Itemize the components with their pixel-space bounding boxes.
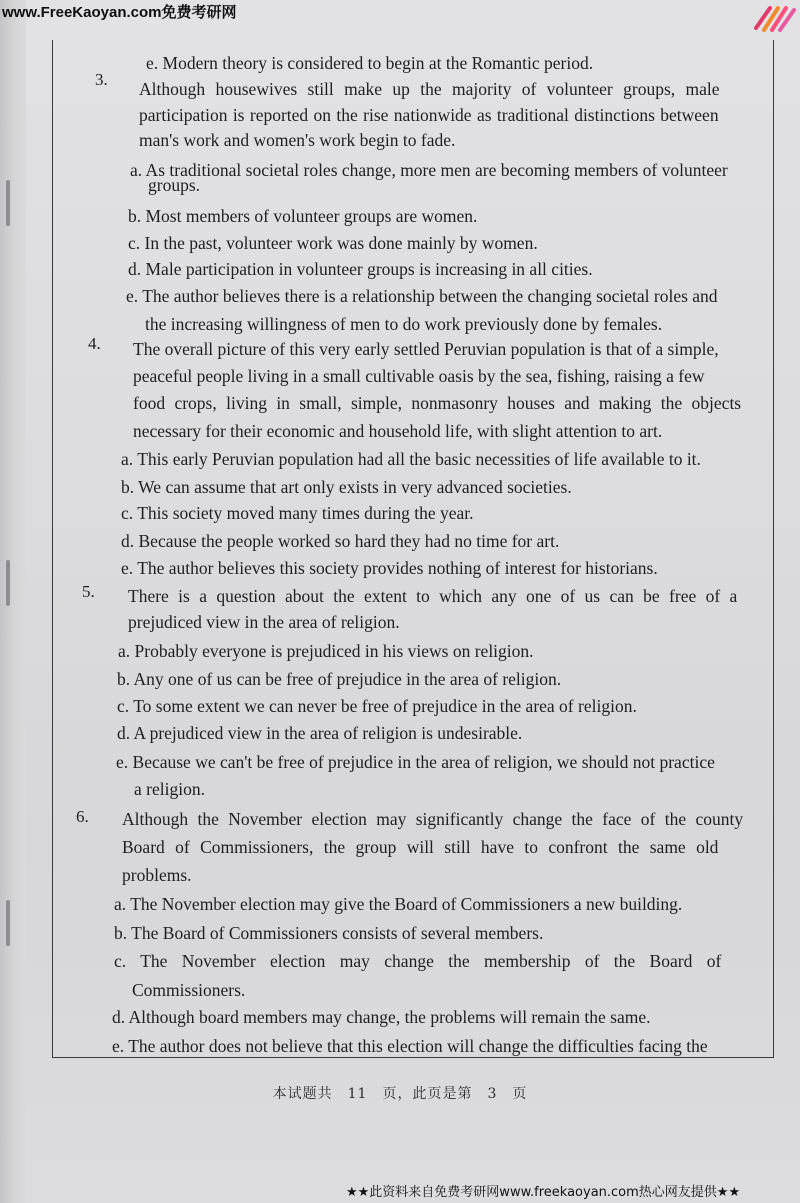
question-4-stem-line: The overall picture of this very early settled Peruvian population is that of a simple, — [133, 339, 719, 359]
option-q4-e: e. The author believes this society provides nothing of interest for historians. — [121, 558, 658, 578]
option-q5-a: a. Probably everyone is prejudiced in his views on religion. — [118, 641, 534, 661]
question-4-stem-line: necessary for their economic and household life, with slight attention to art. — [133, 421, 663, 441]
option-q3-c: c. In the past, volunteer work was done mainly by women. — [128, 233, 538, 253]
option-q4-a: a. This early Peruvian population had all the basic necessities of life available to it. — [121, 449, 701, 469]
question-6-stem-line: Board of Commissioners, the group will still have to confront the same old — [122, 837, 719, 857]
question-4-stem-line: peaceful people living in a small cultivable oasis by the sea, fishing, raising a few — [133, 366, 705, 386]
option-q3-e: e. The author believes there is a relationship between the changing societal roles and — [126, 286, 718, 306]
staple-mark — [6, 560, 10, 606]
option-q6-a: a. The November election may give the Board of Commissioners a new building. — [114, 894, 683, 914]
option-q3-a-cont: groups. — [148, 175, 201, 195]
question-6-stem-line: problems. — [122, 865, 192, 885]
option-q2-e: e. Modern theory is considered to begin at the Romantic period. — [146, 53, 594, 73]
question-number-4: 4. — [88, 334, 101, 353]
question-3-stem-line: man's work and women's work begin to fade. — [139, 130, 456, 150]
option-q3-a: a. As traditional societal roles change, more men are becoming members of volunteer — [130, 160, 728, 180]
option-q5-e: e. Because we can't be free of prejudice in the area of religion, we should not practice — [116, 752, 715, 772]
colorful-pencils-logo-icon — [752, 2, 796, 32]
page-footer: 本试题共 11 页，此页是第 3 页 — [272, 1086, 528, 1102]
option-q5-e-cont: a religion. — [134, 779, 205, 799]
question-4-stem-line: food crops, living in small, simple, nonmasonry houses and making the objects — [133, 393, 742, 413]
option-q4-c: c. This society moved many times during the year. — [121, 503, 474, 523]
question-6-stem-line: Although the November election may significantly change the face of the county — [122, 809, 744, 829]
option-q6-c-cont: Commissioners. — [132, 980, 246, 1000]
question-number-6: 6. — [76, 807, 89, 826]
question-number-3: 3. — [95, 70, 108, 89]
question-3-stem-line: participation is reported on the rise nationwide as traditional distinctions between — [139, 105, 719, 125]
option-q3-d: d. Male participation in volunteer groups is increasing in all cities. — [128, 259, 593, 279]
question-number-5: 5. — [82, 582, 95, 601]
option-q6-b: b. The Board of Commissioners consists of several members. — [114, 923, 544, 943]
staple-mark — [6, 180, 10, 226]
option-q4-b: b. We can assume that art only exists in very advanced societies. — [121, 477, 572, 497]
site-watermark-header: www.FreeKaoyan.com免费考研网 — [2, 4, 237, 21]
page-binding-edge — [0, 0, 26, 1203]
question-5-stem-line: There is a question about the extent to which any one of us can be free of a — [128, 586, 738, 606]
option-q5-b: b. Any one of us can be free of prejudice in the area of religion. — [117, 669, 562, 689]
staple-mark — [6, 900, 10, 946]
option-q3-e-cont: the increasing willingness of men to do work previously done by females. — [145, 314, 663, 334]
option-q6-e: e. The author does not believe that this election will change the difficulties facing the — [112, 1036, 708, 1056]
option-q3-b: b. Most members of volunteer groups are women. — [128, 206, 478, 226]
option-q5-c: c. To some extent we can never be free of prejudice in the area of religion. — [117, 696, 637, 716]
option-q4-d: d. Because the people worked so hard they had no time for art. — [121, 531, 560, 551]
option-q6-c: c. The November election may change the membership of the Board of — [114, 951, 722, 971]
source-watermark-banner: ★★此资料来自免费考研网www.freekaoyan.com热心网友提供★★ — [346, 1185, 741, 1200]
option-q5-d: d. A prejudiced view in the area of religion is undesirable. — [117, 723, 523, 743]
option-q6-d: d. Although board members may change, the problems will remain the same. — [112, 1007, 651, 1027]
question-5-stem-line: prejudiced view in the area of religion. — [128, 612, 400, 632]
question-3-stem-line: Although housewives still make up the majority of volunteer groups, male — [139, 79, 720, 99]
